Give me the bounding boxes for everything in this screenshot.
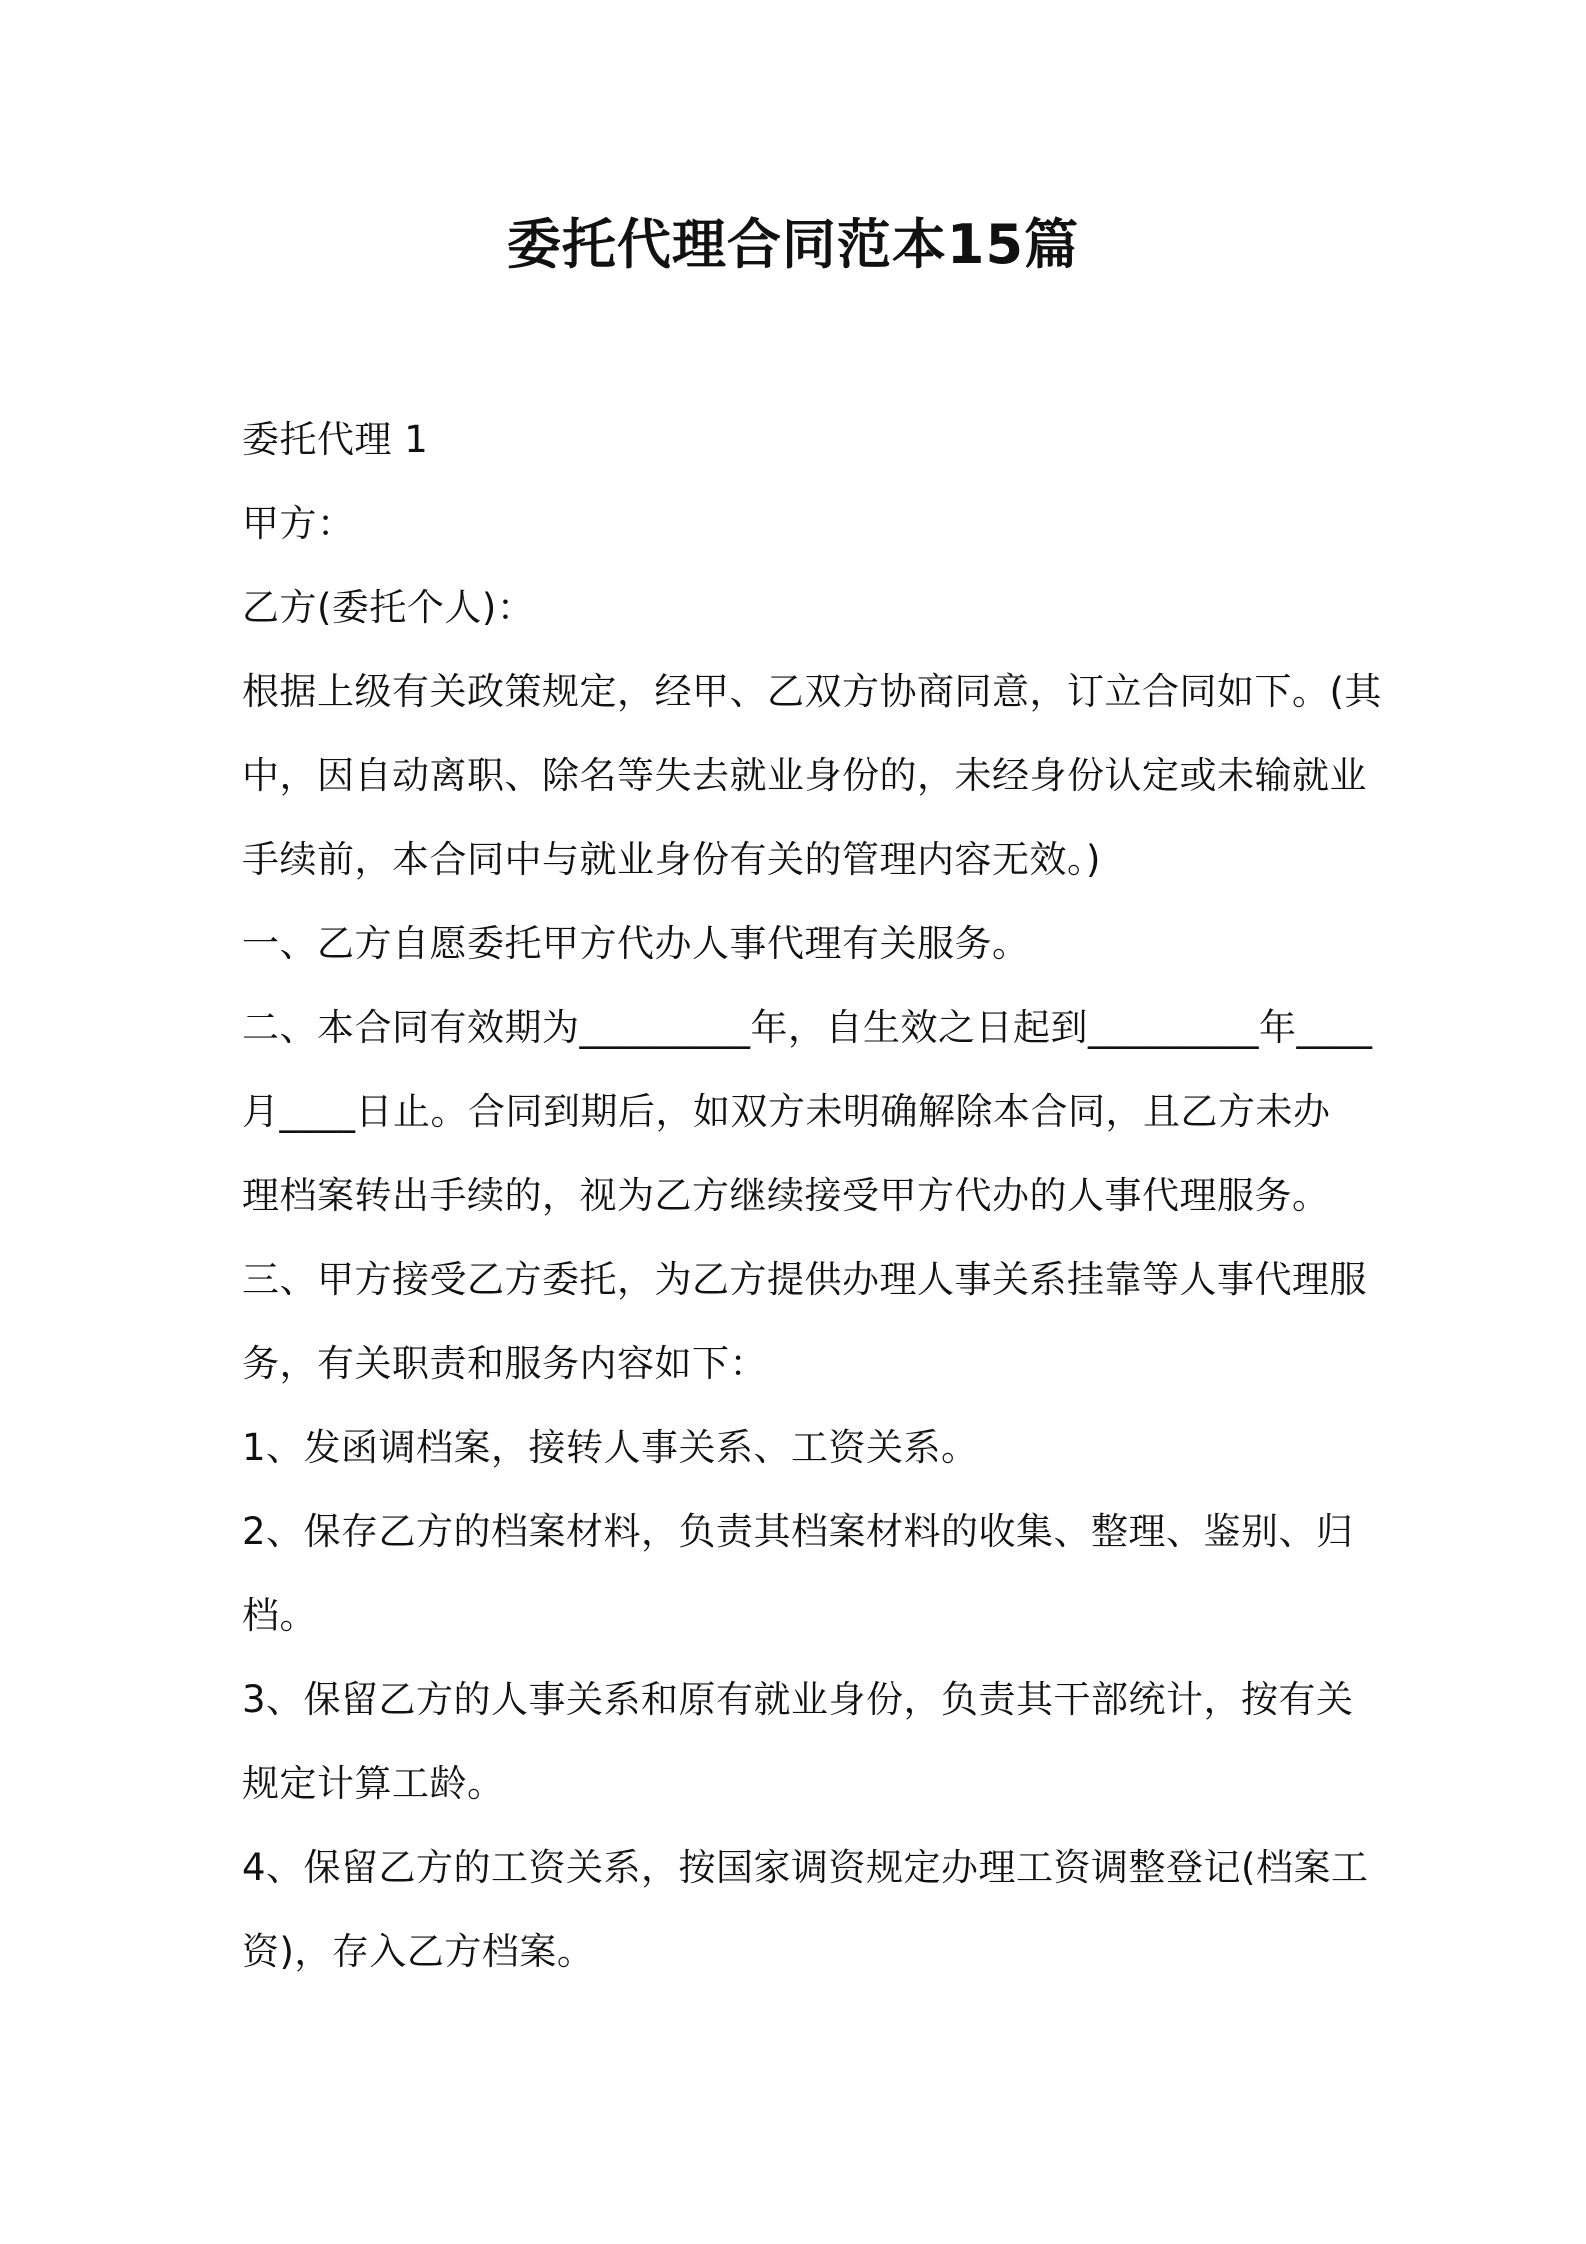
text-line: 2、保存乙方的档案材料，负责其档案材料的收集、整理、鉴别、归 [242, 1510, 1354, 1553]
text-line: 三、甲方接受乙方委托，为乙方提供办理人事关系挂靠等人事代理服 [242, 1258, 1367, 1301]
document-title: 委托代理合同范本15篇 [506, 213, 1080, 276]
text-line: 务，有关职责和服务内容如下： [242, 1342, 767, 1385]
section-heading: 委托代理 1 [242, 418, 429, 461]
text-line: 中，因自动离职、除名等失去就业身份的，未经身份认定或未输就业 [242, 754, 1367, 797]
text-line: 二、本合同有效期为_________年，自生效之日起到_________年____ [242, 1006, 1373, 1049]
document-body [242, 398, 1382, 1994]
text-line: 手续前，本合同中与就业身份有关的管理内容无效。) [242, 838, 1101, 881]
text-line: 4、保留乙方的工资关系，按国家调资规定办理工资调整登记(档案工 [242, 1846, 1369, 1889]
party-a-label: 甲方： [242, 502, 355, 545]
party-b-label: 乙方(委托个人)： [242, 586, 535, 629]
text-line: 3、保留乙方的人事关系和原有就业身份，负责其干部统计，按有关 [242, 1678, 1354, 1721]
text-line: 根据上级有关政策规定，经甲、乙双方协商同意，订立合同如下。(其 [242, 670, 1382, 713]
text-line: 规定计算工龄。 [242, 1762, 505, 1805]
text-line: 资)，存入乙方档案。 [242, 1930, 595, 1973]
text-line: 理档案转出手续的，视为乙方继续接受甲方代办的人事代理服务。 [242, 1174, 1330, 1217]
text-line: 月____日止。合同到期后，如双方未明确解除本合同，且乙方未办 [242, 1090, 1331, 1133]
text-line: 档。 [242, 1594, 317, 1637]
text-line: 一、乙方自愿委托甲方代办人事代理有关服务。 [242, 922, 1030, 965]
text-line: 1、发函调档案，接转人事关系、工资关系。 [242, 1426, 979, 1469]
